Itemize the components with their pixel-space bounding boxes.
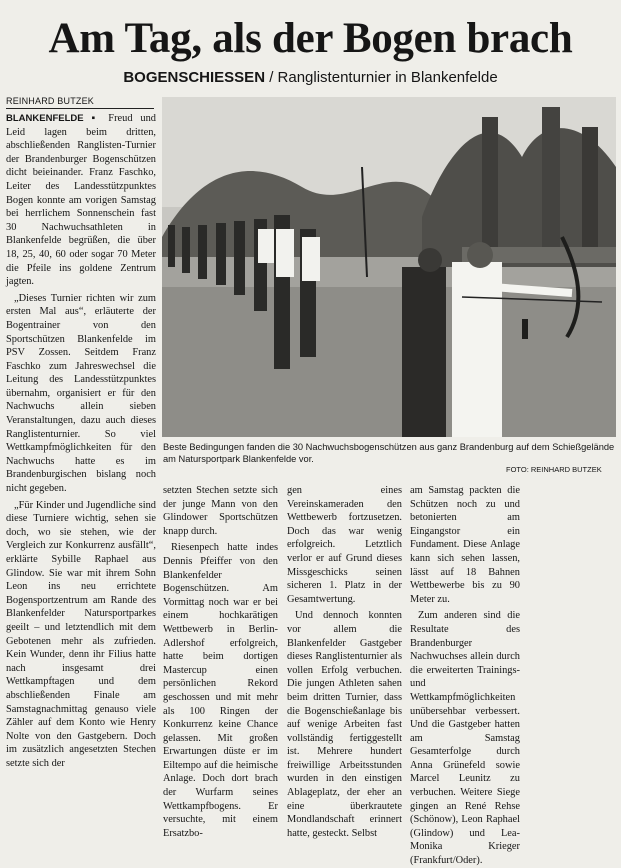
col1-paragraph: „Für Kinder und Jugendliche sind diese Turniere wichtig, sehen sie doch, wo sie stehen, wie der Vergleich zur Konkurrenz ausfällt“, erklärte Sybille Raphael aus Glindow. Sie war mit ihrem Sohn Leon ins neu errichtete Bogensportzentrum am Rande des Blankenfelder Natursportparkes geeilt – und letztendlich mit dem Gebotenen mehr als zufrieden. Kein Wunder, denn ihr Filius hatte nach insgesamt drei Wettkampftagen und dem abschließenden Finale am Samstagnachmittag genauso viele Zähler auf dem Konto wie Henry Nolte von den Gastgebern. Doch im zusätzlich angesetzten Stechen setzte sich der: [6, 499, 156, 769]
photo-caption: Beste Bedingungen fanden die 30 Nachwuchsbogenschützen aus ganz Brandenburg auf dem Schießgelände am Natursportpark Blankenfelde vor.: [163, 442, 615, 464]
text-column-1: [6, 112, 156, 769]
byline: REINHARD BUTZEK: [6, 96, 154, 109]
col3-paragraph: gen eines Vereinskameraden den Wettbewerb fortzusetzen. Doch das war wenig erfolgreich. Letztlich verlor er auf Grund dieses Missgeschicks seinen sicheren 1. Platz in der Gesamtwertung.: [287, 485, 402, 605]
col1-paragraph: „Dieses Turnier richten wir zum ersten Mal aus“, erläuterte der Bogentrainer von den Sportschützen Blankenfelde im PSV Zossen. Seitdem Franz Faschko zum Jahreswechsel die Leitung des Landesstützpunktes übernahm, organisiert er für den Nachwuchs allein sieben Veranstaltungen, dazu auch dieses Ranglistenturnier. So viel Wettkampfmöglichkeiten für den Nachwuchs hatte es im Brandenburgischen bislang noch nicht gegeben.: [6, 292, 156, 495]
col2-paragraph: setzten Stechen setzte sich der junge Mann von den Glindower Sportschützen knapp durch.: [163, 485, 278, 537]
col2-paragraph: Riesenpech hatte indes Dennis Pfeiffer von den Blankenfelder Bogenschützen. Am Vormittag noch war er bei einem hochkarätigen Wettbewerb in Berlin-Adlershof erfolgreich, hatte beim dortigen Mastercup einen persönlichen Rekord geschossen und mit mehr als 100 Ringen der Konkurrenz keine Chance gelassen. Mit großen Erwartungen düste er im Eiltempo auf die heimische Anlage. Doch dort brach der Wurfarm seines Wettkampfbogens. Er versuchte, mit einem Ersatzbo-: [163, 542, 278, 839]
kicker: BOGENSCHIESSEN: [123, 69, 266, 86]
subheadline: [0, 68, 621, 88]
photo-credit: FOTO: REINHARD BUTZEK: [506, 465, 602, 474]
text-column-2: [163, 484, 278, 839]
article-photo: [162, 97, 616, 437]
headline: Am Tag, als der Bogen brach: [48, 15, 573, 62]
col4-paragraph: Zum anderen sind die Resultate des Brandenburger Nachwuchses allein durch die erweiterten Trainings- und Wettkampfmöglichkeiten unübersehbar verbessert. Und die Gastgeber hatten am Samstag Gesamterfolge durch Anna Grünefeld sowie Marcel Leunitz zu verbuchen. Weitere Siege gingen an René Rehse (Schönow), Leon Raphael (Glindow) und Lea-Monika Krieger (Frankfurt/Oder).: [410, 610, 520, 867]
dateline: BLANKENFELDE: [6, 113, 84, 124]
col3-paragraph: Und dennoch konnten vor allem die Blankenfelder Gastgeber dieses Ranglistenturnier als vollen Erfolg verbuchen. Die jungen Athleten sahen beim dritten Turnier, dass die Bogenschießanlage bis auf wenige Arbeiten fast vollständig fertiggestellt ist. Mehrere hundert freiwillige Arbeitsstunden wurden in den einstigen Ablageplatz, der eher an eine überkrautete Mondlandschaft erinnert hatte, gesteckt. Selbst: [287, 610, 402, 839]
text-column-3: [287, 484, 402, 839]
archers-photo-illustration: [162, 97, 616, 437]
text-column-4: [410, 484, 520, 867]
col4-paragraph: am Samstag packten die Schützen noch zu und betonierten am Eingangstor ein Fundament. Diese Anlage kann sich sehen lassen, lässt auf 18 Bahnen Wettbewerbe bis zu 90 Meter zu.: [410, 485, 520, 605]
subtitle: / Ranglistenturnier in Blankenfelde: [265, 69, 498, 86]
col1-paragraph: ▪ Freud und Leid lagen beim dritten, abschließenden Ranglisten-Turnier der Brandenburger Bogenschützen dicht beieinander. Franz Faschko, Leiter des Landesstützpunktes Bogen konnte am vorigen Samstag bei herrlichem Sonnenschein fast 30 Nachwuchsathleten in Blankenfelde begrüßen, die über 18, 25, 40, 60 oder sogar 70 Meter die Pfeile ins goldene Zentrum jagten.: [6, 113, 156, 288]
